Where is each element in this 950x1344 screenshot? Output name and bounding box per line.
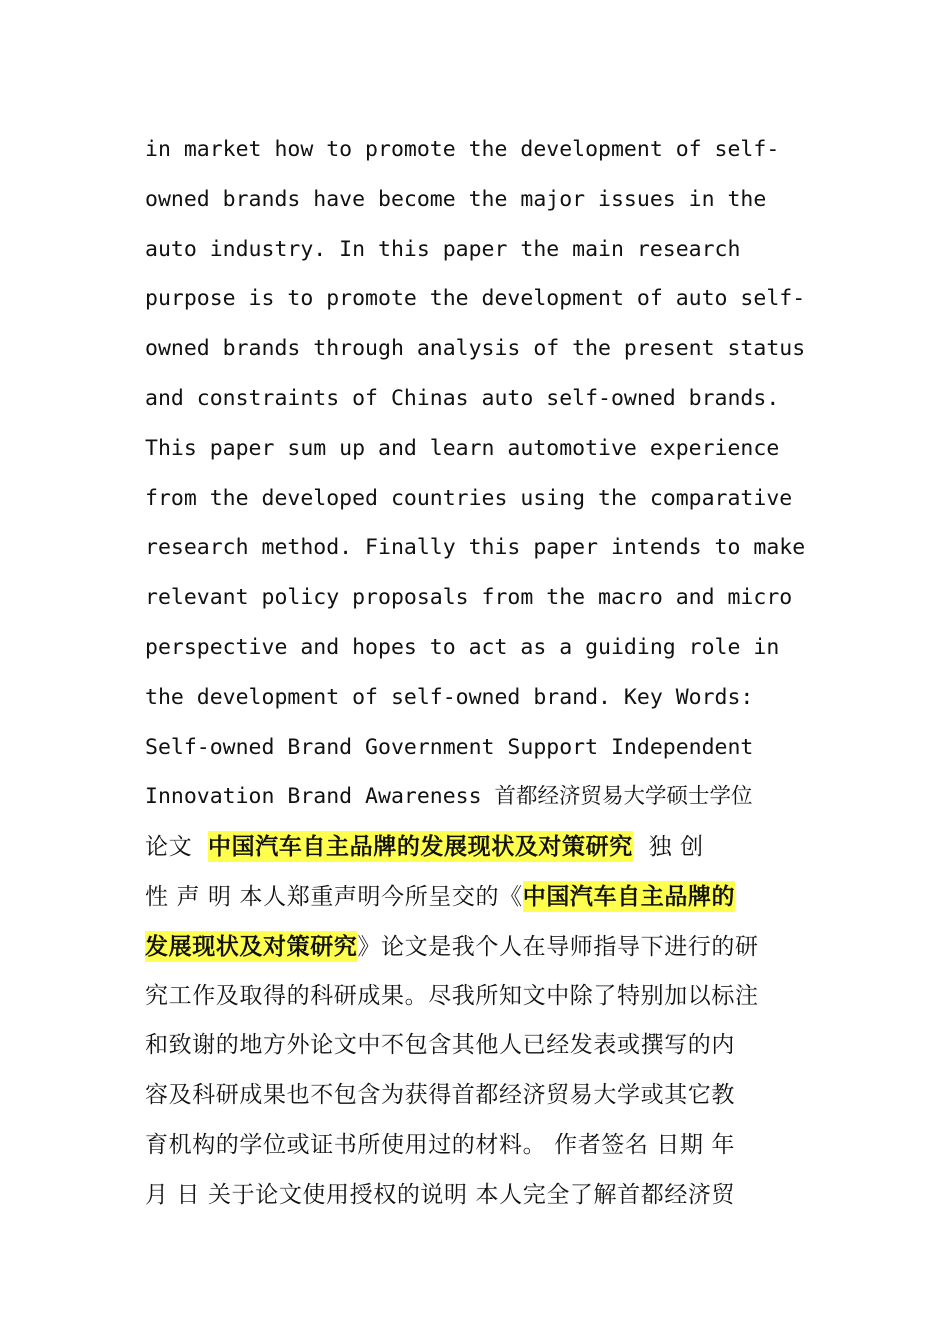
text-line: [145, 125, 825, 175]
text-segment: 育机构的学位或证书所使用过的材料。 作者签名 日期 年: [145, 1131, 736, 1158]
text-segment: 性 声 明 本人郑重声明今所呈交的《: [145, 883, 523, 910]
text-segment: perspective and hopes to act as a guiding role in: [145, 634, 780, 660]
text-segment: Innovation Brand Awareness 首都经济贸易大学硕士学位: [145, 784, 753, 810]
text-segment: 月 日 关于论文使用授权的说明 本人完全了解首都经济贸: [145, 1181, 736, 1208]
text-line: [145, 922, 825, 972]
text-line: [145, 274, 825, 324]
text-line: [145, 972, 825, 1022]
text-segment: the development of self-owned brand. Key Words:: [145, 684, 754, 710]
text-segment: owned brands have become the major issues in the: [145, 186, 767, 212]
text-segment: 和致谢的地方外论文中不包含其他人已经发表或撰写的内: [145, 1032, 735, 1059]
highlighted-title: 中国汽车自主品牌的发展现状及对策研究: [208, 833, 633, 861]
text-line: [145, 424, 825, 474]
text-line: [145, 723, 825, 773]
text-line: [145, 175, 825, 225]
text-segment: 容及科研成果也不包含为获得首都经济贸易大学或其它教: [145, 1082, 735, 1109]
text-segment: auto industry. In this paper the main research: [145, 236, 741, 262]
text-segment: 论文: [145, 834, 209, 861]
text-segment: research method. Finally this paper intends to make: [145, 535, 806, 561]
text-line: [145, 872, 825, 922]
text-line: [145, 1021, 825, 1071]
text-segment: 独 创: [632, 834, 704, 861]
text-line: [145, 324, 825, 374]
text-segment: 》论文是我个人在导师指导下进行的研: [357, 933, 759, 960]
text-line: [145, 673, 825, 723]
text-line: [145, 225, 825, 275]
text-line: [145, 1171, 825, 1221]
highlighted-title: 中国汽车自主品牌的: [522, 882, 736, 910]
text-line: [145, 573, 825, 623]
text-segment: purpose is to promote the development of auto self-: [145, 286, 806, 312]
text-segment: and constraints of Chinas auto self-owned brands.: [145, 385, 780, 411]
highlighted-title: 发展现状及对策研究: [145, 932, 358, 960]
text-line: [145, 523, 825, 573]
text-segment: from the developed countries using the comparative: [145, 485, 793, 511]
text-segment: relevant policy proposals from the macro and micro: [145, 585, 793, 611]
text-line: [145, 474, 825, 524]
text-segment: Self-owned Brand Government Support Independent: [145, 734, 754, 760]
text-segment: 究工作及取得的科研成果。尽我所知文中除了特别加以标注: [145, 982, 759, 1009]
text-line: [145, 1121, 825, 1171]
text-line: [145, 772, 825, 822]
body-text: [145, 125, 825, 1221]
text-line: [145, 1071, 825, 1121]
text-line: [145, 822, 825, 872]
text-segment: This paper sum up and learn automotive experience: [145, 435, 780, 461]
text-segment: in market how to promote the development of self-: [145, 137, 780, 162]
text-segment: owned brands through analysis of the present status: [145, 336, 806, 362]
text-line: [145, 623, 825, 673]
text-line: [145, 374, 825, 424]
